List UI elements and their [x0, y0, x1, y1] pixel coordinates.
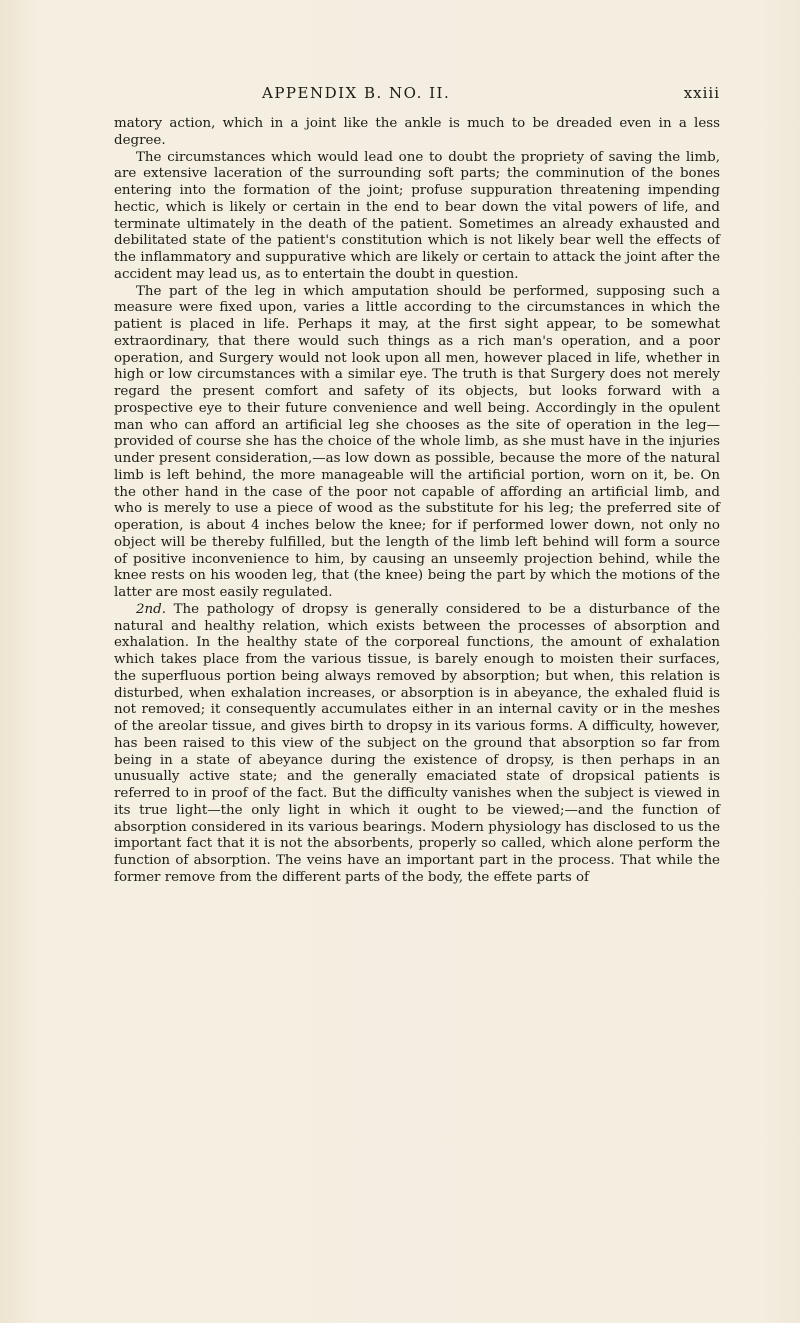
page-number: xxiii	[683, 84, 720, 102]
paragraph: The part of the leg in which amputation should be performed, supposing such a measure were fixed upon, varies a little according to the circumstances in which the patient is placed in life. Perhaps it may, at the first sight appear, to be somewhat extraordinary, that there would such things as a rich man's operation, and a poor operation, and Surgery would not look upon all men, however placed in life, whether in high or low circumstances with a similar eye. The truth is that Surgery does not merely regard the present comfort and safety of its objects, but looks forward with a prospective eye to their future convenience and well being. Accordingly in the opulent man who can afford an artificial leg she chooses as the site of operation in the leg—provided of course she has the choice of the whole limb, as she must have in the injuries under present consideration,—as low down as possible, because the more of the natural limb is left behind, the more manageable will the artificial portion, worn on it, be. On the other hand in the case of the poor not capable of affording an artificial limb, and who is merely to use a piece of wood as the substitute for his leg; the preferred site of operation, is about 4 inches below the knee; for if performed lower down, not only no object will be thereby fulfilled, but the length of the limb left behind will form a source of positive inconvenience to him, by causing an unseemly projection behind, while the knee rests on his wooden leg, that (the knee) being the part by which the motions of the latter are most easily regulated.	[114, 283, 720, 600]
section-marker: 2nd.	[136, 601, 166, 617]
paragraph-text: The pathology of dropsy is generally considered to be a disturbance of the natural and healthy relation, which exists between the processes of absorption and exhalation. In the healthy state of the corporeal functions, the amount of exhalation which takes place from the various tissue, is barely enough to moisten their surfaces, the superfluous portion being always removed by absorption; but when, this relation is disturbed, when exhalation increases, or absorption is in abeyance, the exhaled fluid is not removed; it consequently accumulates either in an internal cavity or in the meshes of the areolar tissue, and gives birth to dropsy in its various forms. A difficulty, however, has been raised to this view of the subject on the ground that absorption so far from being in a state of abeyance during the existence of dropsy, is then perhaps in an unusually active state; and the generally emaciated state of dropsical patients is referred to in proof of the fact. But the difficulty vanishes when the subject is viewed in its true light—the only light in which it ought to be viewed;—and the function of absorption considered in its various bearings. Modern physiology has disclosed to us the important fact that it is not the absorbents, properly so called, which alone perform the function of absorption. The veins have an important part in the process. That while the former remove from the different parts of the body, the effete parts of	[114, 601, 720, 885]
running-title: APPENDIX B. NO. II.	[262, 84, 451, 102]
paragraph: The circumstances which would lead one to doubt the propriety of saving the limb, are extensive laceration of the surrounding soft parts; the comminution of the bones entering into the formation of the joint; profuse suppuration threatening impending hectic, which is likely or certain in the end to bear down the vital powers of life, and terminate ultimately in the death of the patient. Sometimes an already exhausted and debilitated state of the patient's constitution which is not likely bear well the effects of the inflammatory and suppurative which are likely or certain to attack the joint after the accident may lead us, as to entertain the doubt in question.	[114, 149, 720, 282]
paragraph-section-2	[114, 602, 720, 887]
page-header	[112, 84, 720, 106]
body-text	[114, 116, 720, 887]
paragraph: matory action, which in a joint like the ankle is much to be dreaded even in a less degree.	[114, 116, 720, 148]
